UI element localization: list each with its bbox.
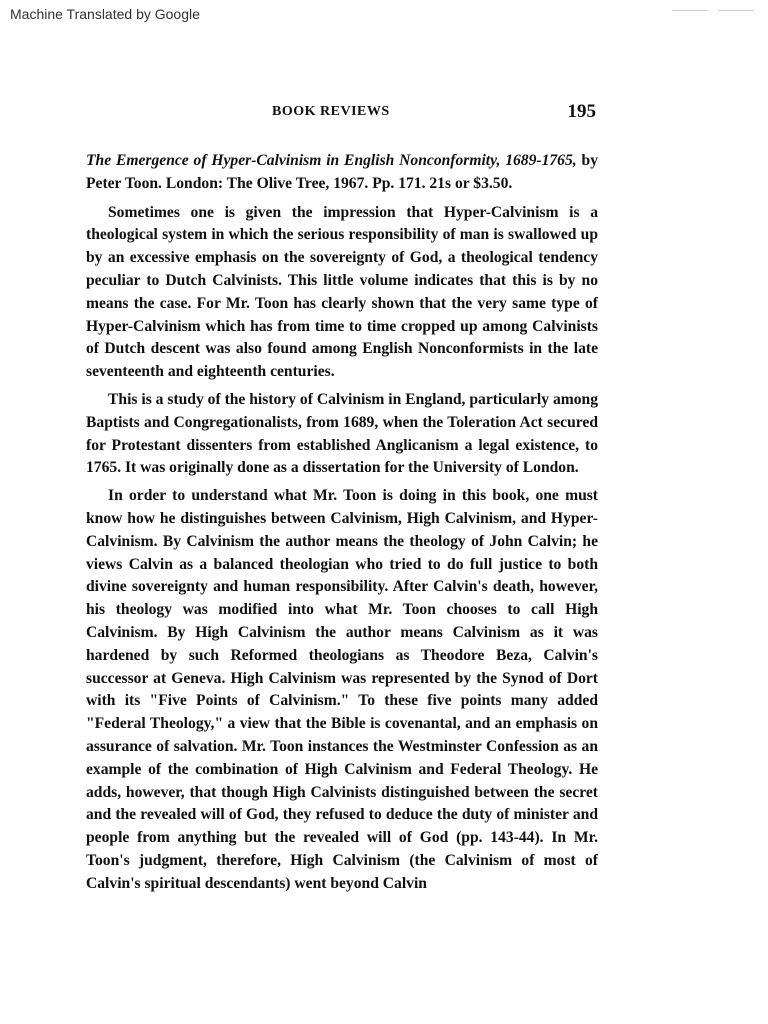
corner-mark xyxy=(718,0,754,11)
book-title: The Emergence of Hyper-Calvinism in English Nonconformity, 1689-1765, xyxy=(86,152,577,169)
review-paragraph: This is a study of the history of Calvinism in England, particularly among Baptists and Congregationalists, from 1689, when the Toleration Act secured for Protestant dissenters from established Anglicanism a legal existence, to 1765. It was originally done as a dissertation for the University of London. xyxy=(86,390,598,477)
machine-translation-label: Machine Translated by Google xyxy=(10,6,200,22)
book-citation xyxy=(86,150,598,196)
corner-mark xyxy=(672,0,708,11)
review-article xyxy=(86,150,598,901)
page-number: 195 xyxy=(567,101,596,122)
top-right-marks xyxy=(672,0,754,11)
review-paragraph: Sometimes one is given the impression that Hyper-Calvinism is a theological system in which the serious responsibility of man is swallowed up by an excessive emphasis on the sovereignty of God, a theological tendency peculiar to Dutch Calvinists. This little volume indicates that this is by no means the case. For Mr. Toon has clearly shown that the very same type of Hyper-Calvinism which has from time to time cropped up among Calvinists of Dutch descent was also found among English Nonconformists in the late seventeenth and eighteenth centuries. xyxy=(86,203,598,381)
review-paragraph: In order to understand what Mr. Toon is doing in this book, one must know how he distinguishes between Calvinism, High Calvinism, and Hyper-Calvinism. By Calvinism the author means the theology of John Calvin; he views Calvin as a balanced theologian who tried to do full justice to both divine sovereignty and human responsibility. After Calvin's death, however, his theology was modified into what Mr. Toon chooses to call High Calvinism. By High Calvinism the author means Calvinism as it was hardened by such Reformed theologians as Theodore Beza, Calvin's successor at Geneva. High Calvinism was represented by the Synod of Dort with its "Five Points of Calvinism." To these five points many added "Federal Theology," a view that the Bible is covenantal, and an emphasis on assurance of salvation. Mr. Toon instances the Westminster Confession as an example of the combination of High Calvinism and Federal Theology. He adds, however, that though High Calvinists distinguished between the secret and the revealed will of God, they refused to deduce the duty of minister and people from anything but the revealed will of God (pp. 143-44). In Mr. Toon's judgment, therefore, High Calvinism (the Calvinism of most of Calvin's spiritual descendants) went beyond Calvin xyxy=(86,487,598,892)
running-head: BOOK REVIEWS xyxy=(272,104,390,119)
page-header xyxy=(88,101,596,128)
citation-details: by Peter Toon. London: The Olive Tree, 1967. Pp. 171. 21s or $3.50. xyxy=(86,152,598,192)
